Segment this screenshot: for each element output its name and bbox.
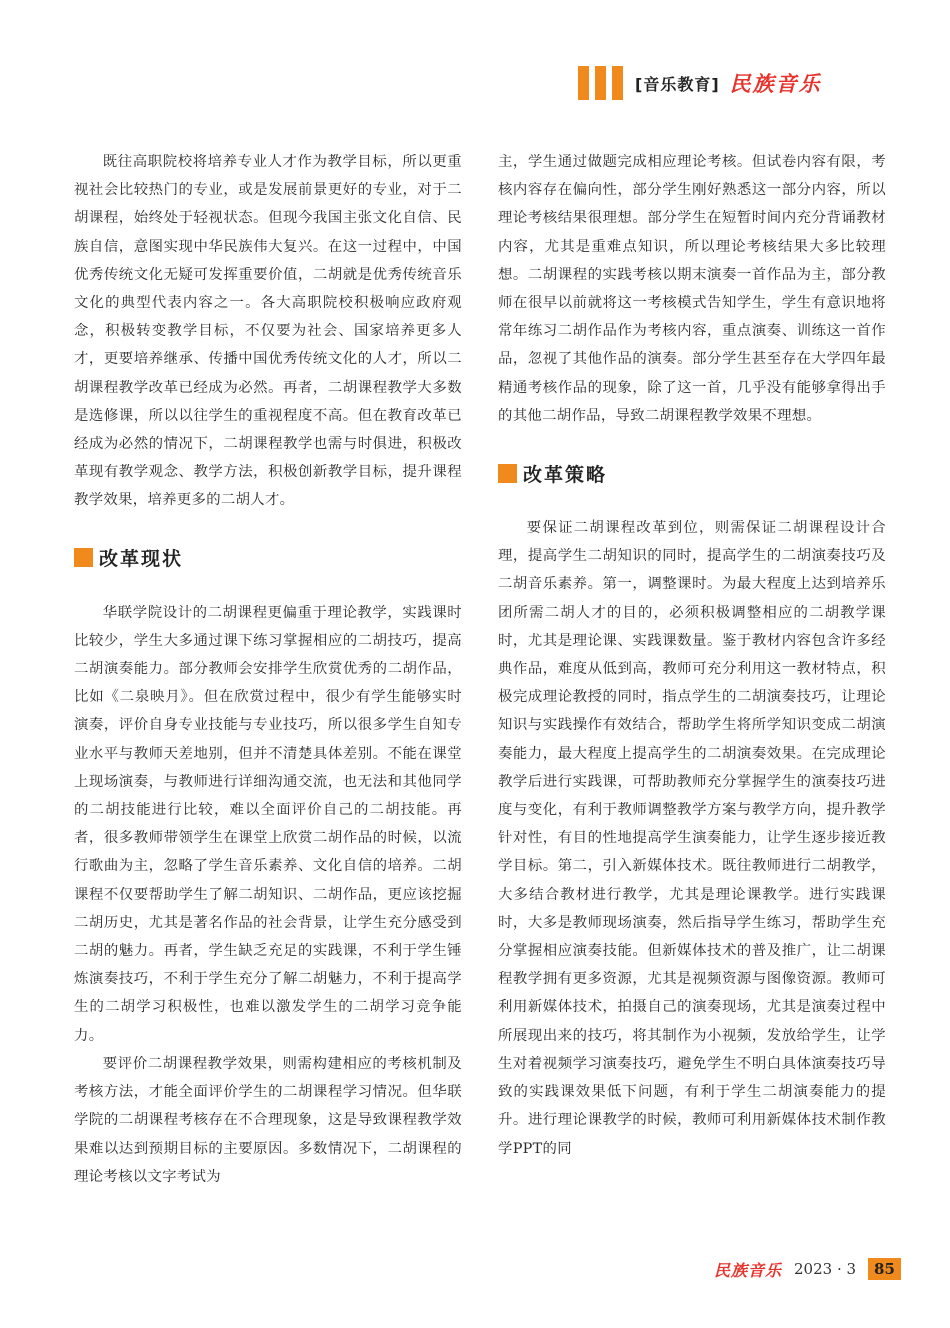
page-header [578,66,822,100]
magazine-logo: 民族音乐 [729,71,822,96]
right-column [498,148,886,1163]
issue-number: 2023 · 3 [794,1260,857,1278]
strategy-paragraph: 要保证二胡课程改革到位，则需保证二胡课程设计合理，提高学生二胡知识的同时，提高学生的二胡演奏技巧及二胡音乐素养。第一，调整课时。为最大程度上达到培养乐团所需二胡人才的目的，必须积极调整相应的二胡教学课时，尤其是理论课、实践课数量。鉴于教材内容包含许多经典作品，难度从低到高，教师可充分利用这一教材特点，积极完成理论教授的同时，指点学生的二胡演奏技巧，让理论知识与实践操作有效结合，帮助学生将所学知识变成二胡演奏能力，最大程度上提高学生的二胡演奏效果。在完成理论教学后进行实践课，可帮助教师充分掌握学生的演奏技巧进度与变化，有利于教师调整教学方案与教学方向，提升教学针对性，有目的性地提高学生演奏能力，让学生逐步接近教学目标。第二，引入新媒体技术。既往教师进行二胡教学，大多结合教材进行教学，尤其是理论课教学。进行实践课时，大多是教师现场演奏，然后指导学生练习，帮助学生充分掌握相应演奏技能。但新媒体技术的普及推广，让二胡课程教学拥有更多资源，尤其是视频资源与图像资源。教师可利用新媒体技术，拍摄自己的演奏现场，尤其是演奏过程中所展现出来的技巧，将其制作为小视频，发放给学生，让学生对着视频学习演奏技巧，避免学生不明白具体演奏技巧导致的实践课效果低下问题，有利于学生二胡演奏能力的提升。进行理论课教学的时候，教师可利用新媒体技术制作教学PPT的同 [498,520,886,1157]
status-paragraph: 华联学院设计的二胡课程更偏重于理论教学，实践课时比较少，学生大多通过课下练习掌握相应的二胡技巧，提高二胡演奏能力。部分教师会安排学生欣赏优秀的二胡作品，比如《二泉映月》。但在欣赏过程中，很少有学生能够实时演奏，评价自身专业技能与专业技巧，所以很多学生自知专业水平与教师天差地别，但并不清楚具体差别。不能在课堂上现场演奏，与教师进行详细沟通交流，也无法和其他同学的二胡技能进行比较，难以全面评价自己的二胡技能。再者，很多教师带领学生在课堂上欣赏二胡作品的时候，以流行歌曲为主，忽略了学生音乐素养、文化自信的培养。二胡课程不仅要帮助学生了解二胡知识、二胡作品，更应该挖掘二胡历史，尤其是著名作品的社会背景，让学生充分感受到二胡的魅力。再者，学生缺乏充足的实践课，不利于学生锤炼演奏技巧，不利于学生充分了解二胡魅力，不利于提高学生的二胡学习积极性，也难以激发学生的二胡学习竞争能力。 [74,604,462,1044]
status-paragraph: 要评价二胡课程教学效果，则需构建相应的考核机制及考核方法，才能全面评价学生的二胡课程学习情况。但华联学院的二胡课程考核存在不合理现象，这是导致课程教学效果难以达到预期目标的主要原因。多数情况下，二胡课程的理论考核以文字考试为 [74,1055,462,1185]
page-number: 85 [868,1258,901,1280]
header-stripe [578,66,589,100]
section-heading-strategy [498,458,886,488]
footer-logo: 民族音乐 [714,1260,783,1280]
page-footer [714,1256,901,1282]
header-stripe [612,66,623,100]
heading-text: 改革现状 [99,548,184,571]
section-label: [音乐教育] [635,74,720,94]
intro-paragraph: 既往高职院校将培养专业人才作为教学目标，所以更重视社会比较热门的专业，或是发展前景更好的专业，对于二胡课程，始终处于轻视状态。但现今我国主张文化自信、民族自信，意图实现中华民族伟大复兴。在这一过程中，中国优秀传统文化无疑可发挥重要价值，二胡就是优秀传统音乐文化的典型代表内容之一。各大高职院校积极响应政府观念，积极转变教学目标，不仅要为社会、国家培养更多人才，更要培养继承、传播中国优秀传统文化的人才，所以二胡课程教学改革已经成为必然。再者，二胡课程教学大多数是选修课，所以以往学生的重视程度不高。但在教育改革已经成为必然的情况下，二胡课程教学也需与时俱进，积极改革现有教学观念、教学方法，积极创新教学目标，提升课程教学效果，培养更多的二胡人才。 [74,154,462,509]
left-column [74,148,462,1191]
heading-text: 改革策略 [523,463,608,486]
heading-square-icon [498,464,517,483]
section-heading-status [74,543,462,573]
continued-paragraph: 主，学生通过做题完成相应理论考核。但试卷内容有限，考核内容存在偏向性，部分学生刚好熟悉这一部分内容，所以理论考核结果很理想。部分学生在短暂时间内充分背诵教材内容，尤其是重难点知识，所以理论考核结果大多比较理想。二胡课程的实践考核以期末演奏一首作品为主，部分教师在很早以前就将这一考核模式告知学生，学生有意识地将常年练习二胡作品作为考核内容，重点演奏、训练这一首作品，忽视了其他作品的演奏。部分学生甚至存在大学四年最精通考核作品的现象，除了这一首，几乎没有能够拿得出手的其他二胡作品，导致二胡课程教学效果不理想。 [498,154,886,424]
heading-square-icon [74,548,93,567]
header-stripe [595,66,606,100]
